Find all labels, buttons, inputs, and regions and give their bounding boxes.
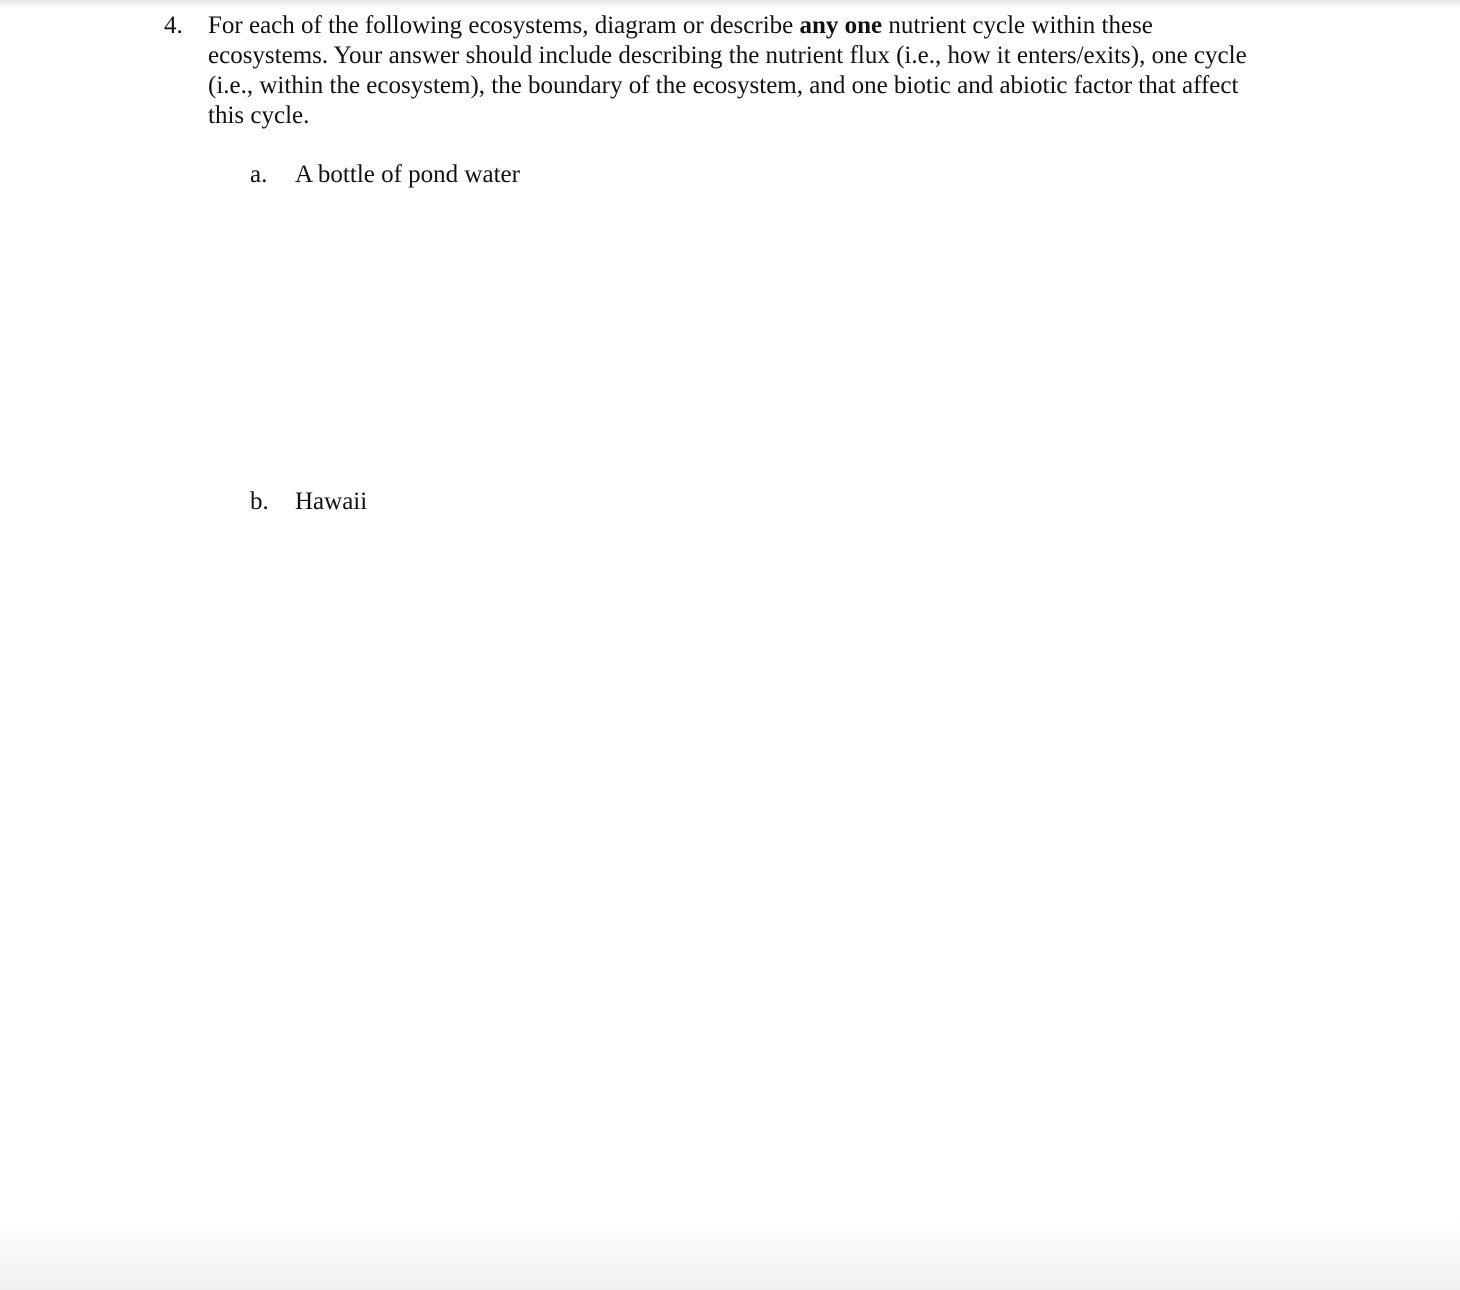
sub-item-b-text: Hawaii bbox=[295, 488, 368, 515]
sub-item-b-letter: b. bbox=[250, 488, 269, 515]
question-prompt bbox=[208, 11, 1288, 131]
bottom-page-shade bbox=[0, 1222, 1460, 1290]
prompt-line-4: this cycle. bbox=[208, 102, 310, 129]
sub-item-b bbox=[250, 487, 367, 517]
sub-item-a-text: A bottle of pond water bbox=[295, 161, 520, 188]
prompt-line-2: ecosystems. Your answer should include describing the nutrient flux (i.e., how it enters/exits), one cycle bbox=[208, 42, 1247, 69]
prompt-line-3: (i.e., within the ecosystem), the boundary of the ecosystem, and one biotic and abiotic factor that affect bbox=[208, 72, 1239, 99]
prompt-line-1-end: nutrient cycle within these bbox=[882, 12, 1153, 39]
emphasis-any-one: any one bbox=[799, 12, 883, 39]
sub-item-a bbox=[250, 160, 520, 190]
sub-item-a-letter: a. bbox=[250, 161, 268, 188]
question-number: 4. bbox=[164, 12, 183, 39]
prompt-line-1 bbox=[208, 11, 1288, 41]
prompt-line-1-start: For each of the following ecosystems, diagram or describe bbox=[208, 12, 800, 39]
